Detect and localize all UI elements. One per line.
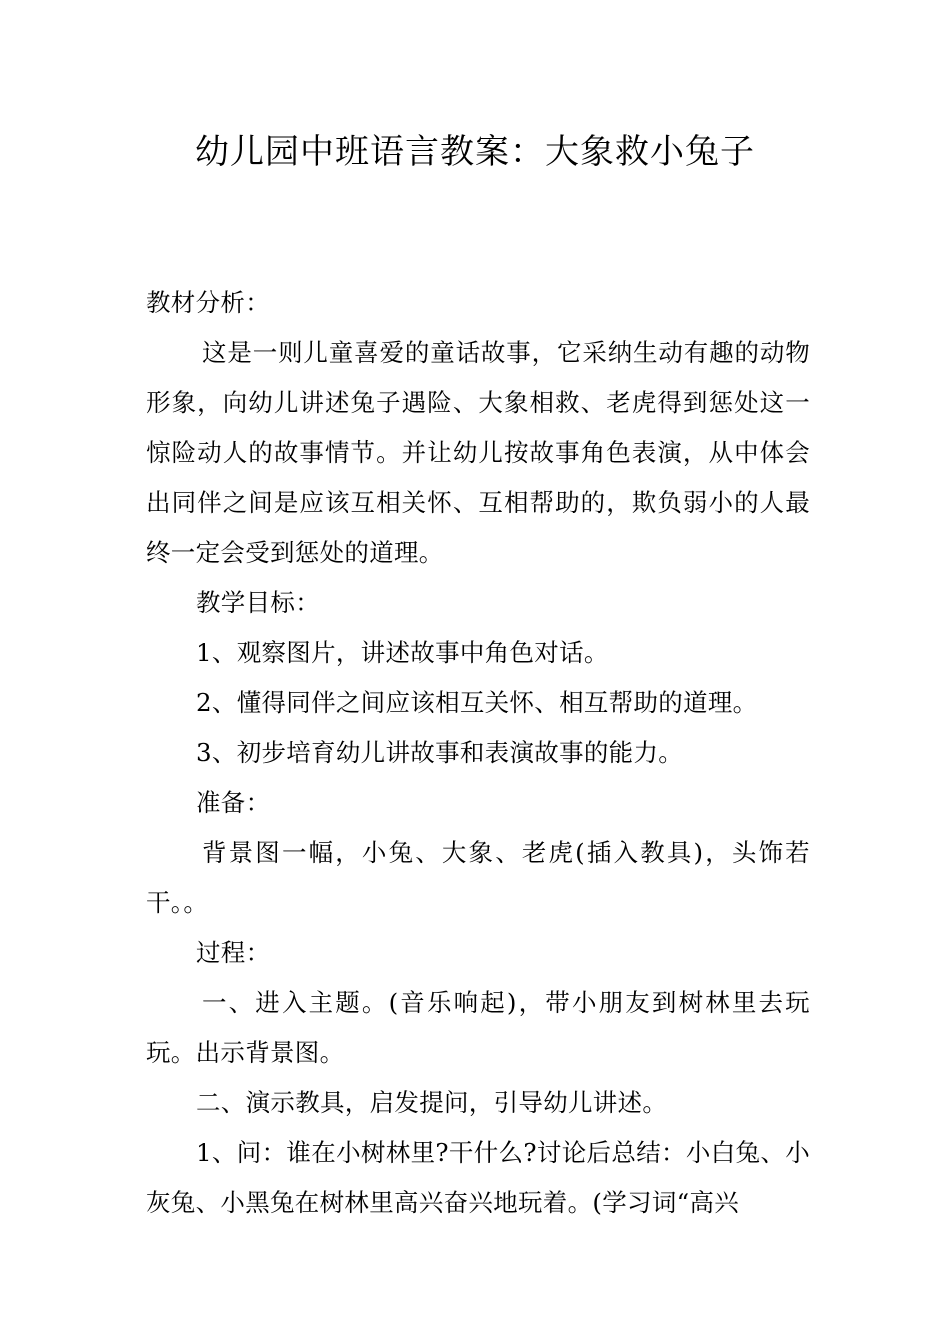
document-body — [146, 278, 810, 1228]
process-step-1: 一、进入主题。(音乐响起)，带小朋友到树林里去玩玩。出示背景图。 — [146, 988, 810, 1067]
section-heading-preparation: 准备： — [196, 788, 271, 817]
document-title: 幼儿园中班语言教案：大象救小兔子 — [195, 132, 755, 172]
goal-item-3: 3、初步培育幼儿讲故事和表演故事的能力。 — [196, 738, 684, 767]
section-heading-goals: 教学目标： — [196, 588, 320, 617]
section-heading-analysis: 教材分析： — [146, 288, 270, 317]
process-step-2: 二、演示教具，启发提问，引导幼儿讲述。 — [196, 1088, 668, 1117]
preparation-paragraph: 背景图一幅，小兔、大象、老虎(插入教具)，头饰若干。。 — [146, 838, 810, 917]
goal-item-2: 2、懂得同伴之间应该相互关怀、相互帮助的道理。 — [196, 688, 758, 717]
section-heading-process: 过程： — [196, 938, 271, 967]
analysis-paragraph: 这是一则儿童喜爱的童话故事，它采纳生动有趣的动物形象，向幼儿讲述兔子遇险、大象相救、老虎得到惩处这一惊险动人的故事情节。并让幼儿按故事角色表演，从中体会出同伴之间是应该互相关怀、互相帮助的，欺负弱小的人最终一定会受到惩处的道理。 — [146, 338, 810, 567]
goal-item-1: 1、观察图片，讲述故事中角色对话。 — [196, 638, 609, 667]
process-question-1: 1、问：谁在小树林里?干什么?讨论后总结：小白兔、小灰兔、小黑兔在树林里高兴奋兴地玩着。(学习词“高兴 — [146, 1138, 810, 1217]
